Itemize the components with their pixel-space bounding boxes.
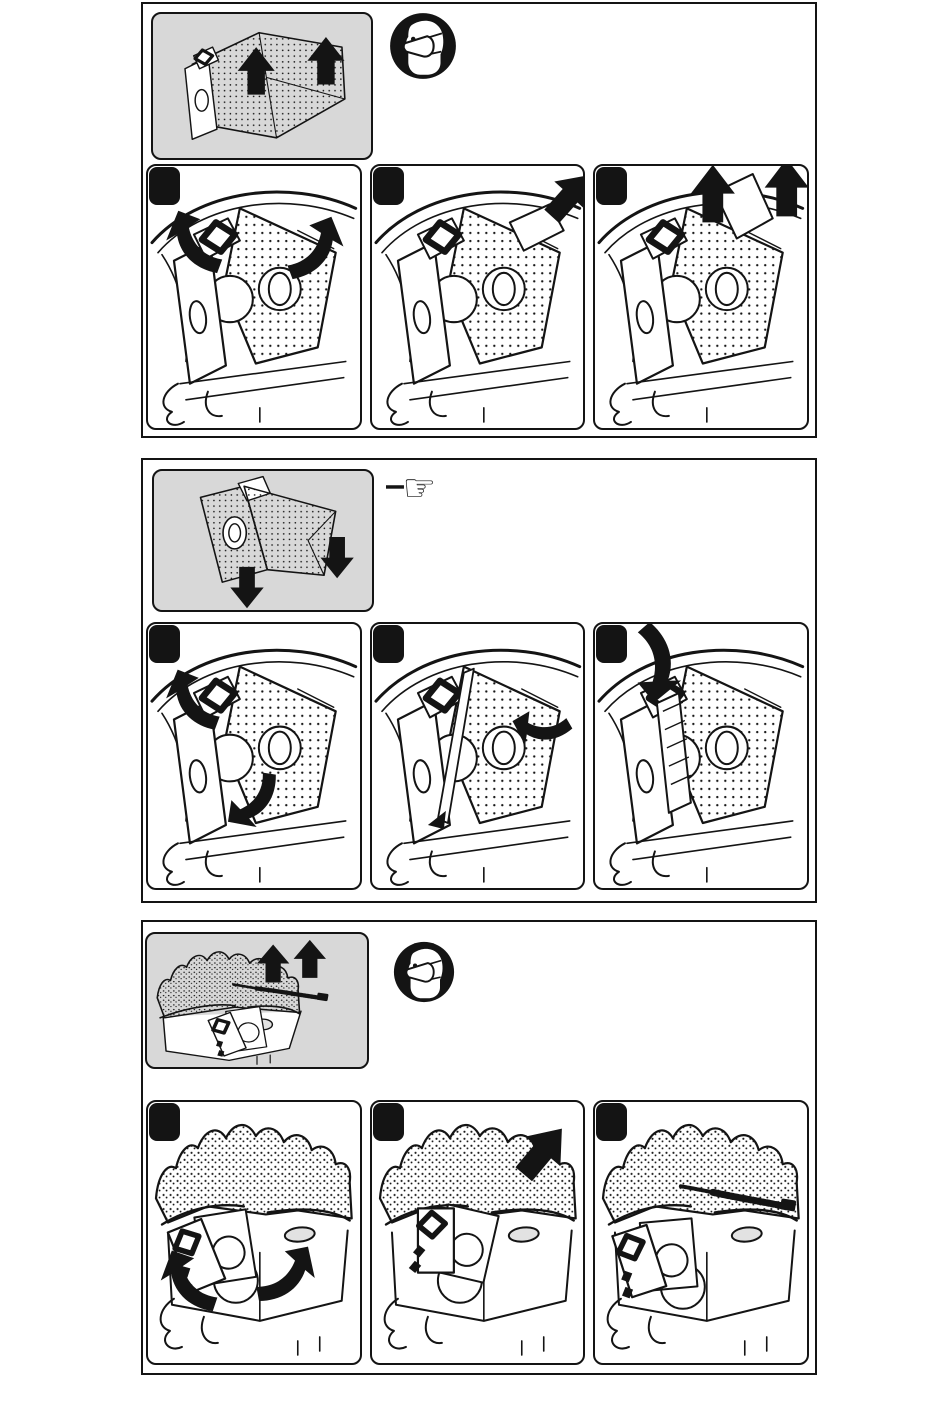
step-marker	[149, 1103, 180, 1141]
dust-mask-icon	[392, 940, 456, 1004]
step-marker	[596, 625, 627, 663]
dust-mask-icon-art	[392, 940, 456, 1004]
pointing-hand-icon	[386, 464, 462, 512]
inset-illustration-bag-insertion	[152, 469, 374, 612]
step-marker	[373, 625, 404, 663]
scene-slide-card-in	[372, 624, 584, 888]
svg-text:☞: ☞	[402, 465, 437, 510]
fleece-bag-lift-illustration	[147, 934, 367, 1067]
up-arrow-icon	[294, 940, 326, 978]
step-panel-remove-2	[370, 164, 586, 430]
step-marker	[596, 167, 627, 205]
step-panel-insert-3	[593, 622, 809, 890]
scene-lift-fleece-bag	[372, 1102, 584, 1363]
step-row	[146, 1100, 809, 1365]
step-marker	[149, 625, 180, 663]
step-panel-remove-3	[593, 164, 809, 430]
scene-clip-card-closed	[595, 624, 807, 888]
section-fleece-bag-removal	[141, 920, 817, 1375]
step-marker	[149, 167, 180, 205]
step-panel-fleece-1	[146, 1100, 362, 1365]
scene-lift-bag-up	[595, 166, 807, 428]
section-dust-bag-removal	[141, 2, 817, 438]
dust-mask-icon	[388, 11, 458, 81]
scene-close-fleece-bag-tie	[595, 1102, 807, 1363]
step-marker	[373, 167, 404, 205]
step-panel-fleece-2	[370, 1100, 586, 1365]
step-row	[146, 164, 809, 430]
dust-bag-insert-illustration	[154, 471, 372, 610]
dust-bag-lift-illustration	[153, 14, 371, 158]
step-panel-remove-1	[146, 164, 362, 430]
step-marker	[373, 1103, 404, 1141]
bag-holder-card	[408, 1200, 499, 1283]
pointing-hand-icon-art	[386, 464, 462, 512]
step-panel-fleece-3	[593, 1100, 809, 1365]
dust-mask-icon-art	[388, 11, 458, 81]
scene-hook-bag-bottom	[148, 624, 360, 888]
scene-tilt-bag-out	[372, 166, 584, 428]
inset-illustration-bag-removal	[151, 12, 373, 160]
step-panel-insert-2	[370, 622, 586, 890]
step-panel-insert-1	[146, 622, 362, 890]
section-dust-bag-insertion	[141, 458, 817, 903]
inset-illustration-fleece-removal	[145, 932, 369, 1069]
scene-unclip-fleece-bag	[148, 1102, 360, 1363]
step-row	[146, 622, 809, 890]
scene-unclip-bag	[148, 166, 360, 428]
step-marker	[596, 1103, 627, 1141]
